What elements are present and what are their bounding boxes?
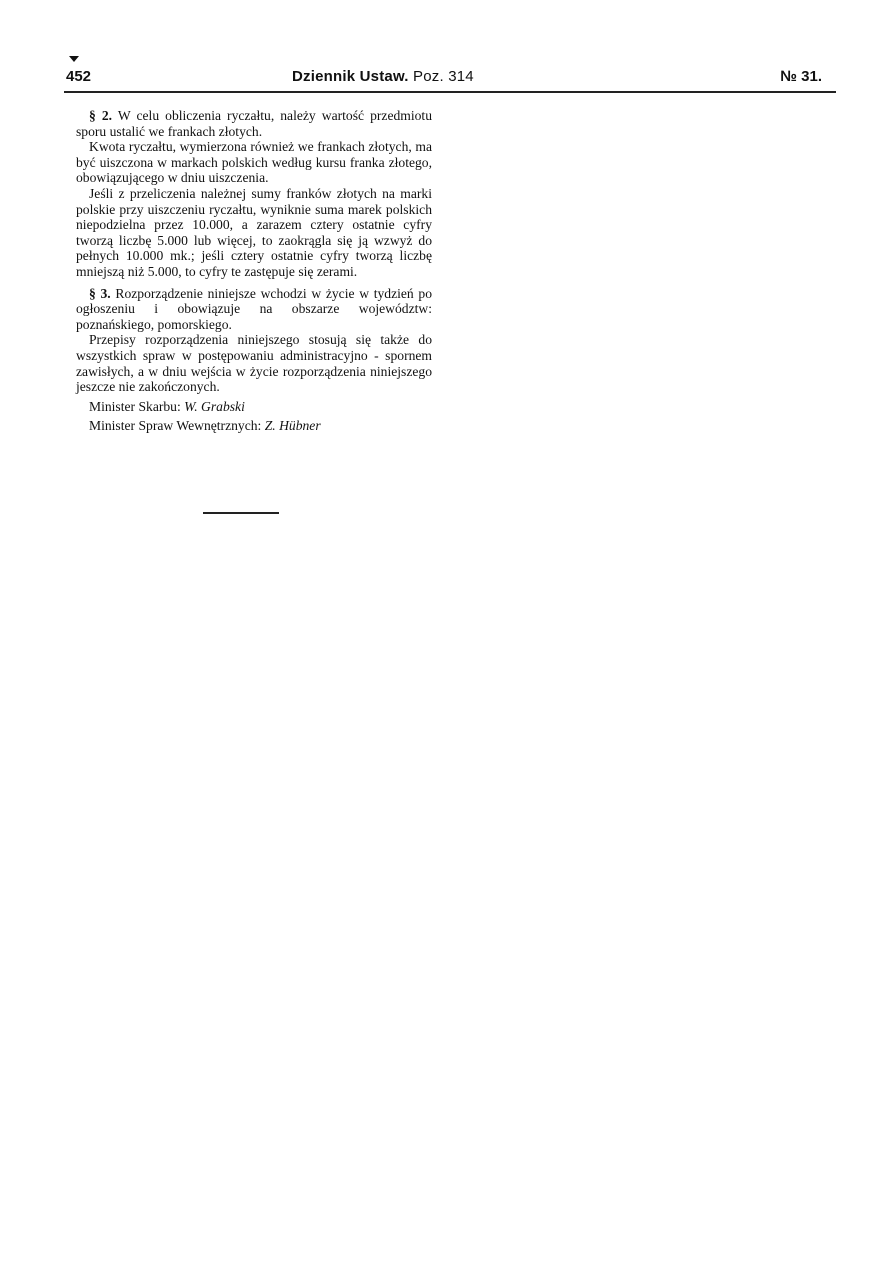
document-body [76,108,432,434]
end-rule [203,512,279,514]
signature-line [76,418,432,434]
paragraph-text: Jeśli z przeliczenia należnej sumy franków złotych na marki polskie przy uiszczeniu ryczałtu, wyniknie suma marek polskich niepodzielna przez 10.000, a zarazem cztery ostatnie cyfry tworzą liczbę 5.000 lub więcej, to zaokrągla się ją wzwyż do pełnych 10.000 mk.; jeśli cztery ostatnie cyfry tworzą liczbę mniejszą niż 5.000, to cyfry te zastępuje się zerami. [76,185,432,279]
section-mark: § 3. [89,285,111,301]
page-number: 452 [66,68,92,85]
page-header [66,68,834,90]
running-title [292,68,474,85]
paragraph-text: Kwota ryczałtu, wymierzona również we frankach złotych, ma być uiszczona w markach polskich według kursu franka złotego, obowiązującego w dniu uiszczenia. [76,139,432,186]
journal-title: Dziennik Ustaw. [292,68,409,85]
issue-number: № 31. [780,68,822,85]
page-marker-icon [69,56,79,62]
signature-role: Minister Skarbu: [89,398,181,414]
paragraph-text: Przepisy rozporządzenia niniejszego stosują się także do wszystkich spraw w postępowaniu administracyjno - spornem zawisłych, a w dniu wejścia w życie rozporządzenia niniejszego jeszcze nie zakończonych. [76,332,432,395]
position-number: Poz. 314 [413,68,474,85]
signature-line [76,399,432,415]
signature-name: Z. Hübner [264,418,321,434]
paragraph-section-2 [76,108,432,139]
paragraph [76,139,432,186]
paragraph-text: Rozporządzenie niniejsze wchodzi w życie w tydzień po ogłoszeniu i obowiązuje na obszarze województw: poznańskiego, pomorskiego. [76,285,433,332]
paragraph-section-3 [76,286,432,333]
paragraph [76,186,432,280]
paragraph-text: W celu obliczenia ryczałtu, należy wartość przedmiotu sporu ustalić we frankach złotych. [76,108,432,139]
signature-role: Minister Spraw Wewnętrznych: [89,418,262,434]
section-mark: § 2. [89,108,113,123]
signature-name: W. Grabski [184,398,245,414]
paragraph [76,332,432,394]
header-rule [64,91,836,93]
